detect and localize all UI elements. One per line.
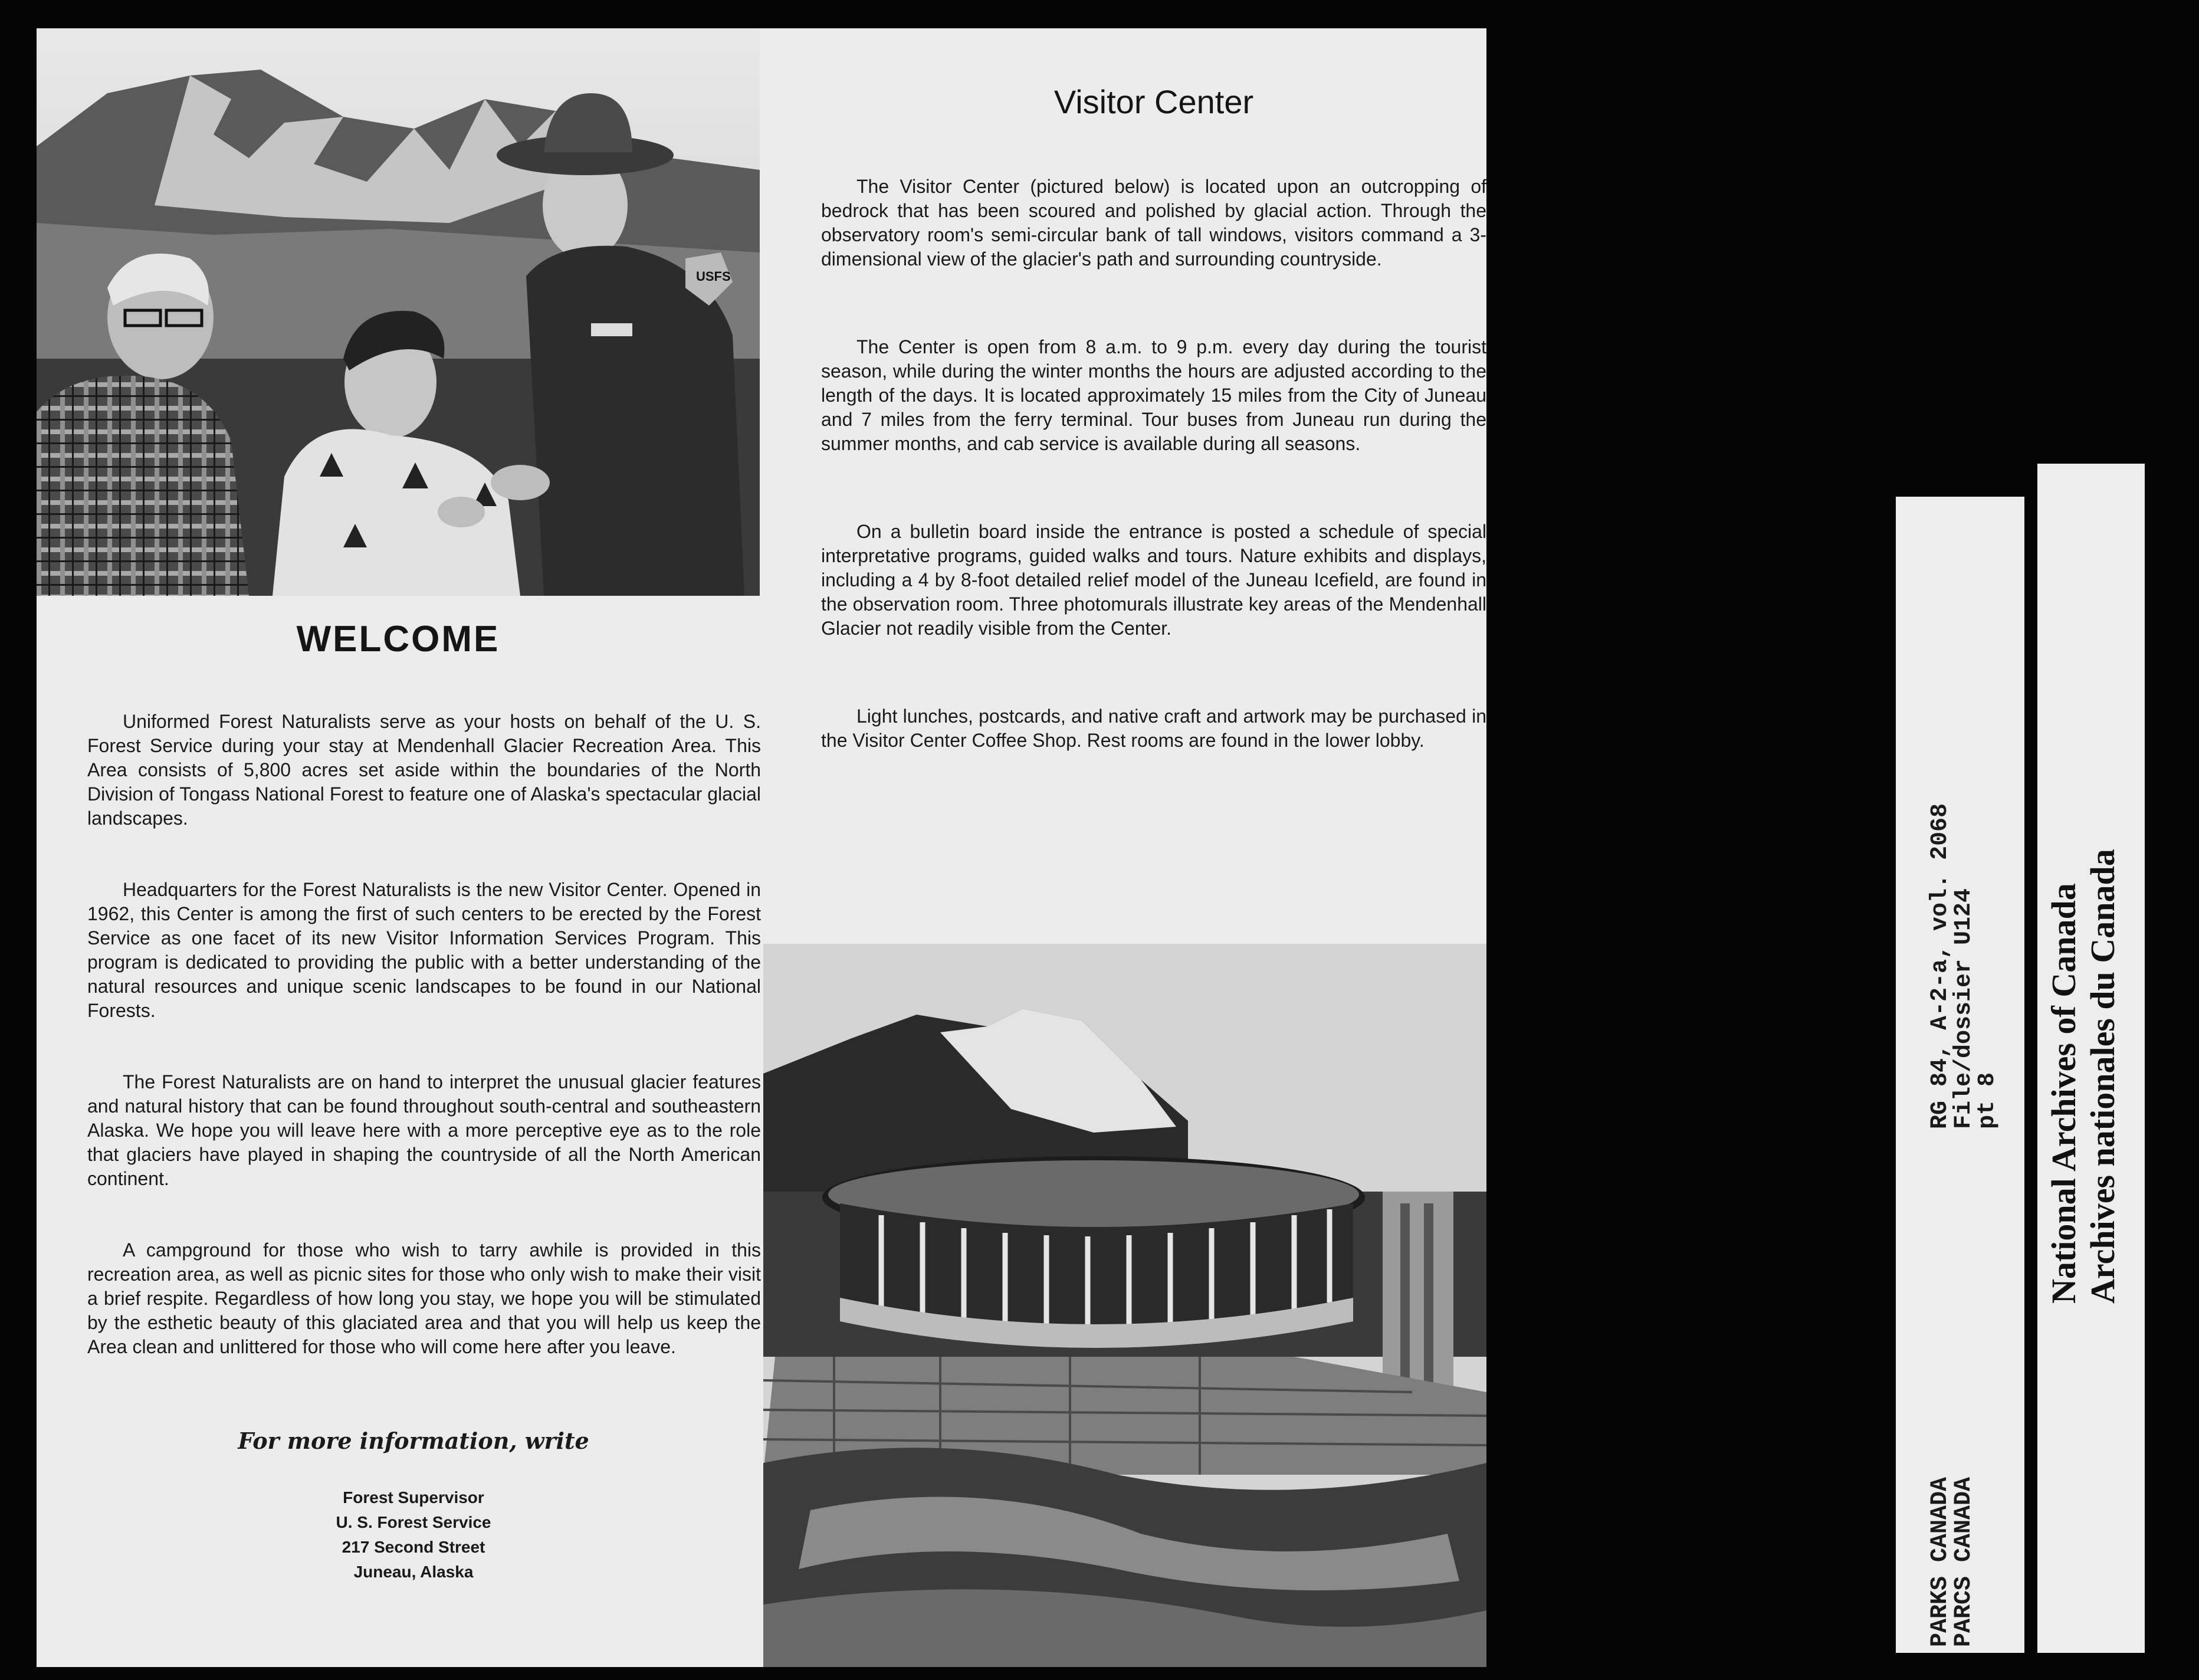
address-line: Forest Supervisor bbox=[343, 1488, 484, 1507]
reference-line: RG 84, A-2-a, vol. 2068 bbox=[1927, 803, 1954, 1129]
welcome-paragraph: The Forest Naturalists are on hand to interpret the unusual glacier features and natural history that can be found throughout south-central and southeastern Alaska. We hope you will leave here with a more perceptive eye as to the role that glaciers have played in shaping the countryside of all the North American continent. bbox=[87, 1071, 761, 1189]
photo-visitor-center-building bbox=[763, 944, 1486, 1667]
visitor-center-text bbox=[821, 175, 1486, 816]
agency-name bbox=[1929, 1477, 1976, 1647]
archives-name bbox=[2044, 849, 2122, 1304]
archive-reference-slip bbox=[1896, 497, 2024, 1653]
mailing-address bbox=[52, 1485, 775, 1584]
agency-line: PARKS CANADA bbox=[1927, 1476, 1954, 1647]
visitor-center-title: Visitor Center bbox=[1053, 83, 1254, 120]
archives-line: National Archives of Canada bbox=[2044, 883, 2083, 1304]
welcome-title: WELCOME bbox=[296, 619, 500, 659]
more-information-heading: For more information, write bbox=[238, 1428, 589, 1454]
visitor-center-paragraph: On a bulletin board inside the entrance is posted a schedule of special interpretative programs, guided walks and tours. Nature exhibits and displays, including a 4 by 8-foot detailed relief model of the Juneau Icefield, are found in the observation room. Three photomurals illustrate key areas of the Mendenhall Glacier not readily visible from the Center. bbox=[821, 521, 1486, 639]
address-line: 217 Second Street bbox=[342, 1538, 485, 1556]
visitor-center-paragraph: Light lunches, postcards, and native craft and artwork may be purchased in the Visitor Center Coffee Shop. Rest rooms are found in the lower lobby. bbox=[821, 706, 1486, 751]
welcome-text bbox=[87, 710, 761, 1406]
national-archives-slip bbox=[2037, 464, 2145, 1653]
visitor-center-paragraph: The Center is open from 8 a.m. to 9 p.m. every day during the tourist season, while during the winter months the hours are adjusted according to the length of the days. It is located approximately 15 miles from the City of Juneau and 7 miles from the ferry terminal. Tour buses from Juneau run during the summer months, and cab service is available during all seasons. bbox=[821, 336, 1486, 454]
visitor-center-paragraph: The Visitor Center (pictured below) is located upon an outcropping of bedrock that has been scoured and polished by glacial action. Through the observatory room's semi-circular bank of tall windows, visitors command a 3-dimensional view of the glacier's path and surrounding countryside. bbox=[821, 176, 1486, 270]
file-reference bbox=[1929, 803, 2000, 1129]
brochure-page bbox=[37, 28, 1486, 1667]
address-line: Juneau, Alaska bbox=[353, 1563, 474, 1581]
welcome-paragraph: Headquarters for the Forest Naturalists is the new Visitor Center. Opened in 1962, this Center is among the first of such centers to be erected by the Forest Service as one facet of its new Visitor Information Services Program. This program is dedicated to providing the public with a better understanding of the natural resources and unique scenic landscapes to be found in our National Forests. bbox=[87, 879, 761, 1021]
agency-line: PARCS CANADA bbox=[1951, 1476, 1977, 1647]
reference-line: File/dossier U124 bbox=[1951, 888, 1977, 1129]
reference-line: pt 8 bbox=[1974, 1072, 2001, 1129]
archives-line: Archives nationales du Canada bbox=[2083, 849, 2122, 1304]
address-line: U. S. Forest Service bbox=[336, 1513, 491, 1531]
photo-naturalist-with-visitors bbox=[37, 28, 760, 596]
welcome-paragraph: Uniformed Forest Naturalists serve as your hosts on behalf of the U. S. Forest Service during your stay at Mendenhall Glacier Recreation Area. This Area consists of 5,800 acres set aside within the boundaries of the North Division of Tongass National Forest to feature one of Alaska's spectacular glacial landscapes. bbox=[87, 711, 761, 829]
welcome-paragraph: A campground for those who wish to tarry awhile is provided in this recreation area, as well as picnic sites for those who only wish to make their visit a brief respite. Regardless of how long you stay, we hope you will be stimulated by the esthetic beauty of this glaciated area and that you will help us keep the Area clean and unlittered for those who will come here after you leave. bbox=[87, 1239, 761, 1357]
ranger-badge-text: USFS bbox=[696, 269, 731, 284]
